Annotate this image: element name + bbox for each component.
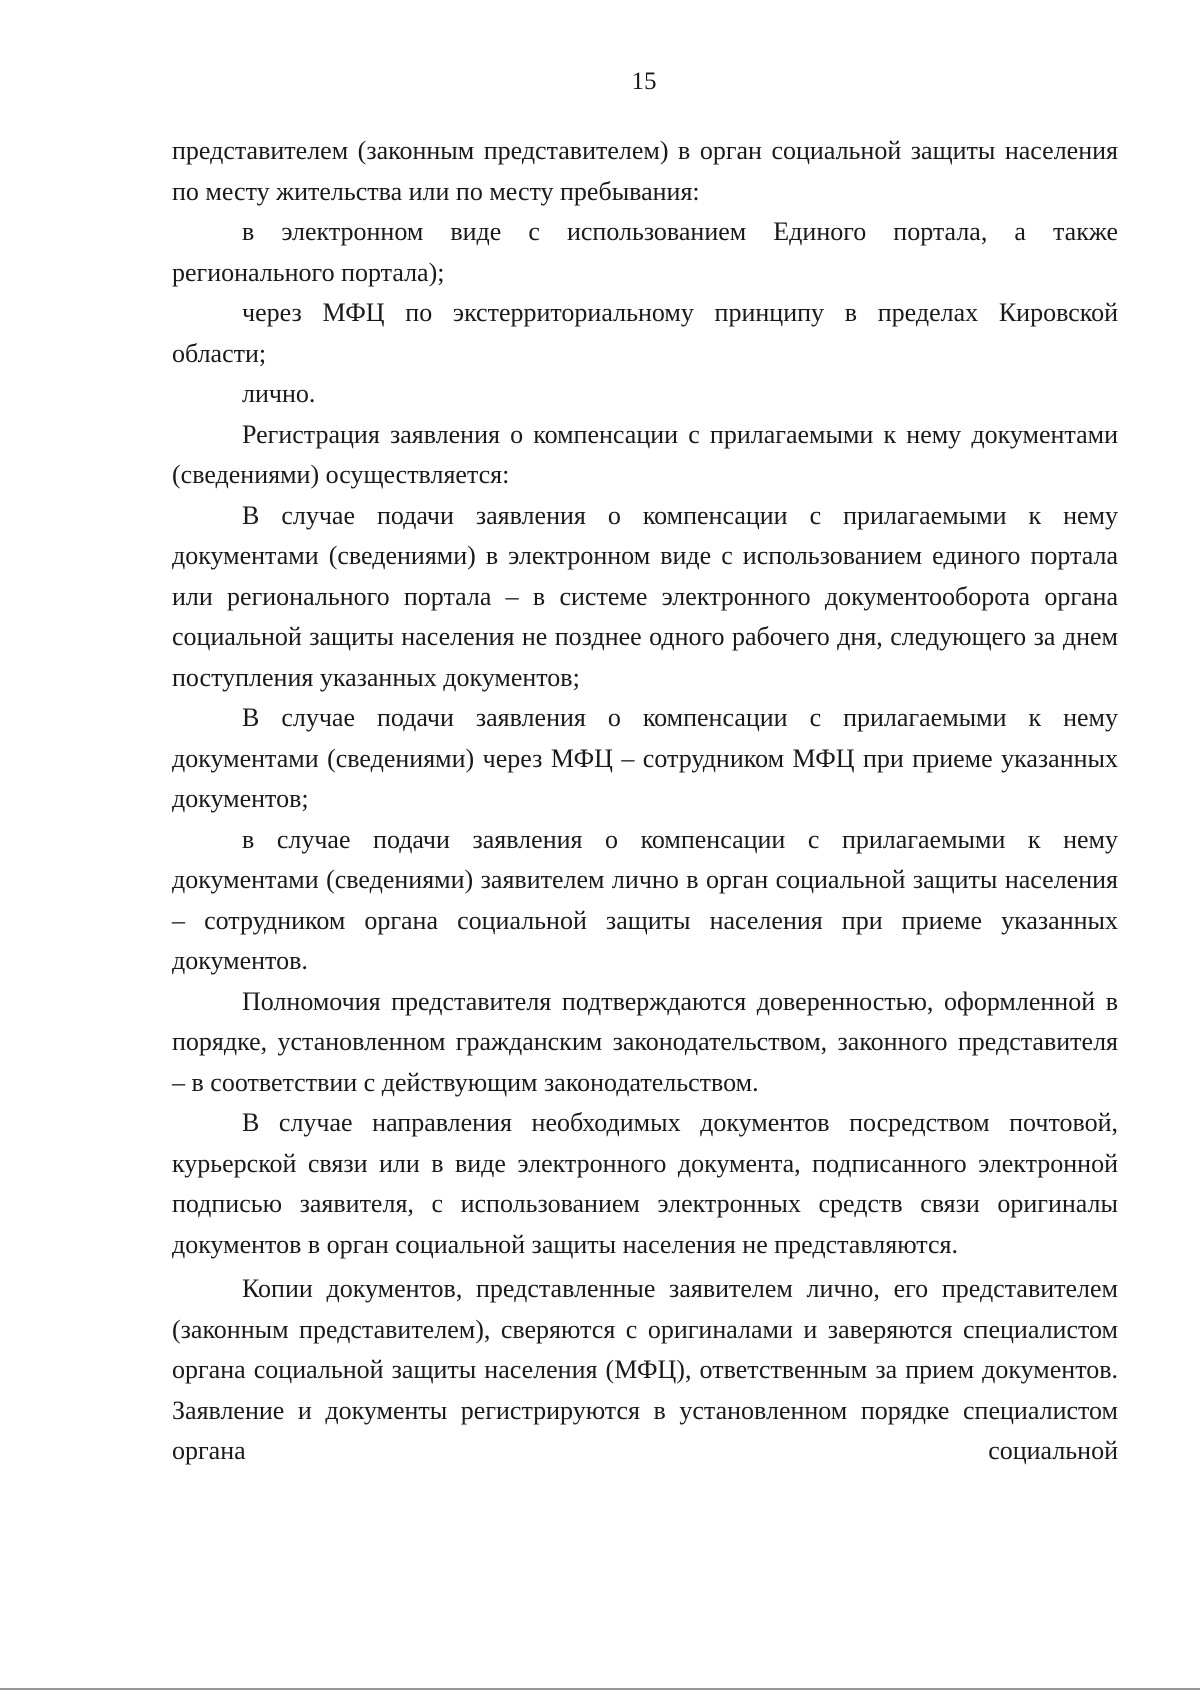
paragraph-7: В случае подачи заявления о компенсации с прилагаемыми к нему документами (сведениями) через МФЦ – сотрудником МФЦ при приеме указанных документов; [172,703,1118,813]
paragraph-8: в случае подачи заявления о компенсации с прилагаемыми к нему документами (сведениями) заявителем лично в орган социальной защиты населения – сотрудником органа социальной защиты населения при приеме указанных документов. [172,824,1118,975]
paragraph-5: Регистрация заявления о компенсации с прилагаемыми к нему документами (сведениями) осуществляется: [172,419,1118,489]
paragraph-6: В случае подачи заявления о компенсации с прилагаемыми к нему документами (сведениями) в электронном виде с использованием единого портала или регионального портала – в системе электронного документооборота органа социальной защиты населения не позднее одного рабочего дня, следующего за днем поступления указанных документов; [172,500,1118,692]
paragraph-11: Копии документов, представленные заявителем лично, его представителем (законным представителем), сверяются с оригиналами и заверяются специалистом органа социальной защиты населения (МФЦ), ответственным за прием документов. Заявление и документы регистрируются в установленном порядке специалистом органа социальной [172,1274,1118,1465]
paragraph-3: через МФЦ по экстерриториальному принципу в пределах Кировской области; [172,298,1118,368]
paragraph-4: лично. [242,379,316,408]
paragraph-2: в электронном виде с использованием Единого портала, а также регионального портала); [172,217,1118,287]
page-number: 15 [631,68,657,95]
page-bottom-edge [0,1688,1200,1690]
paragraph-10: В случае направления необходимых документов посредством почтовой, курьерской связи или в виде электронного документа, подписанного электронной подписью заявителя, с использованием электронных средств связи оригиналы документов в орган социальной защиты населения не представляются. [172,1108,1118,1259]
paragraph-9: Полномочия представителя подтверждаются доверенностью, оформленной в порядке, установленном гражданским законодательством, законного представителя – в соответствии с действующим законодательством. [172,986,1118,1097]
document-body [172,131,1118,1472]
paragraph-1: представителем (законным представителем) в орган социальной защиты населения по месту жительства или по месту пребывания: [172,136,1118,206]
